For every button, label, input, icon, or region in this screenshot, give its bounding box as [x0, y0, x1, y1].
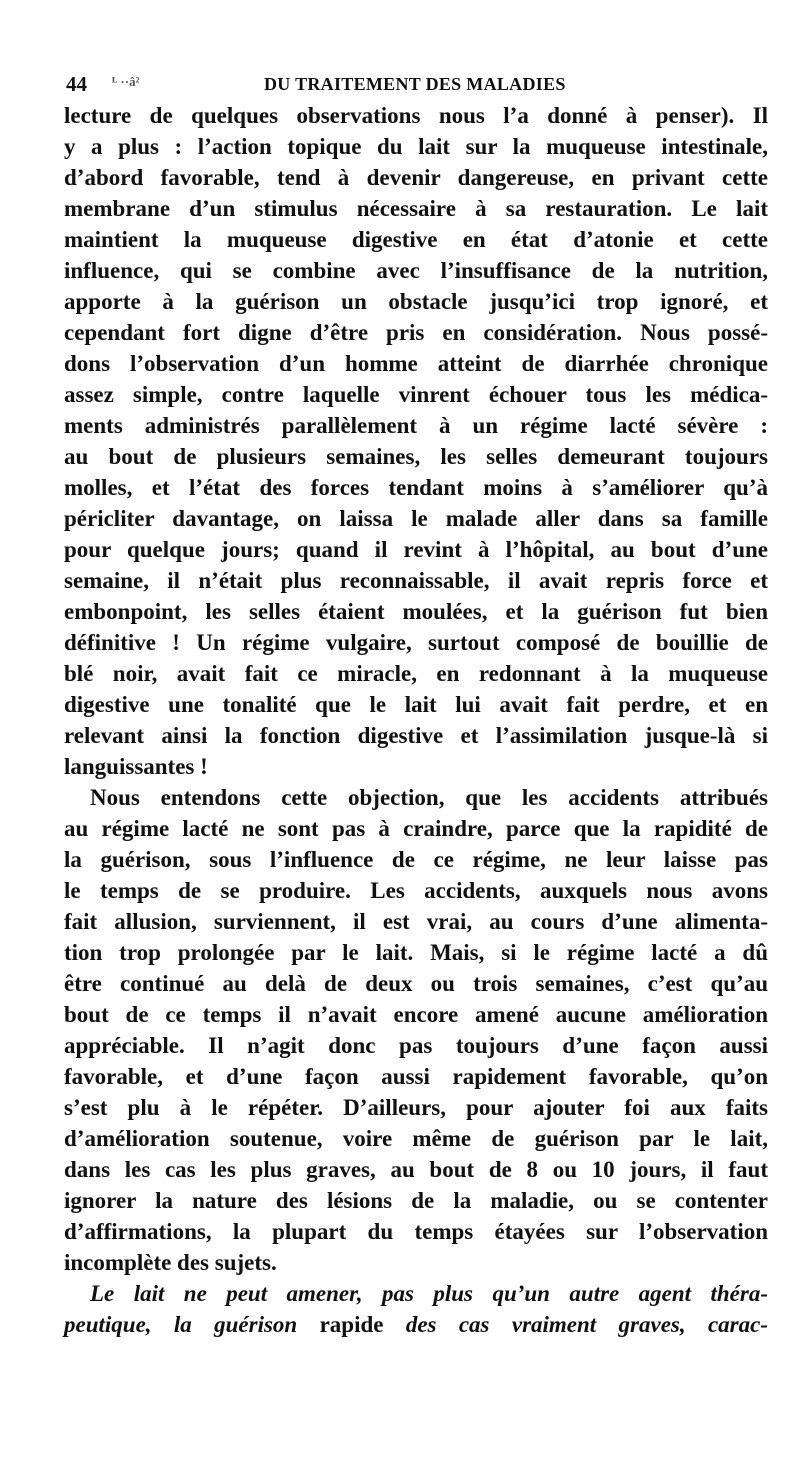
text-line: s’est plu à le répéter. D’ailleurs, pour ajouter foi aux faits: [64, 1095, 768, 1120]
text-line: ments administrés parallèlement à un régime lacté sévère :: [64, 413, 768, 438]
text-line: blé noir, avait fait ce miracle, en redonnant à la muqueuse: [64, 661, 768, 686]
text-line: au régime lacté ne sont pas à craindre, parce que la rapidité de: [64, 816, 768, 841]
italic-paragraph-start-line: [64, 1278, 768, 1309]
text-line: d’amélioration soutenue, voire même de guérison par le lait,: [64, 1126, 768, 1151]
roman-text: rapide: [297, 1312, 406, 1337]
page-number: 44: [66, 72, 87, 96]
text-line: relevant ainsi la fonction digestive et l’assimilation jusque-là si: [64, 723, 768, 748]
paragraph-end-line: incomplète des sujets.: [64, 1250, 277, 1275]
text-line: au bout de plusieurs semaines, les selles demeurant toujours: [64, 444, 768, 469]
text-line: pour quelque jours; quand il revint à l’hôpital, au bout d’une: [64, 537, 768, 562]
text-line: digestive une tonalité que le lait lui avait fait perdre, et en: [64, 692, 768, 717]
text-line: lecture de quelques observations nous l’a donné à penser). Il: [64, 103, 768, 128]
text-line: semaine, il n’était plus reconnaissable, il avait repris force et: [64, 568, 768, 593]
text-line: être continué au delà de deux ou trois semaines, c’est qu’au: [64, 971, 768, 996]
text-line: tion trop prolongée par le lait. Mais, si le régime lacté a dû: [64, 940, 768, 965]
text-line: bout de ce temps il n’avait encore amené aucune amélioration: [64, 1002, 768, 1027]
text-line: d’affirmations, la plupart du temps étayées sur l’observation: [64, 1219, 768, 1244]
text-line: péricliter davantage, on laissa le malade aller dans sa famille: [64, 506, 768, 531]
paragraph-start-line: Nous entendons cette objection, que les accidents attribués: [90, 785, 768, 810]
text-line: dons l’observation d’un homme atteint de diarrhée chronique: [64, 351, 768, 376]
text-line: dans les cas les plus graves, au bout de 8 ou 10 jours, il faut: [64, 1157, 768, 1182]
page-header: [66, 72, 766, 100]
text-line: définitive ! Un régime vulgaire, surtout composé de bouillie de: [64, 630, 768, 655]
text-line: assez simple, contre laquelle vinrent échouer tous les médica-: [64, 382, 768, 407]
body-text: [64, 100, 768, 1340]
text-line: y a plus : l’action topique du lait sur la muqueuse intestinale,: [64, 134, 768, 159]
text-line: ignorer la nature des lésions de la maladie, ou se contenter: [64, 1188, 768, 1213]
text-line: maintient la muqueuse digestive en état d’atonie et cette: [64, 227, 768, 252]
text-line: influence, qui se combine avec l’insuffisance de la nutrition,: [64, 258, 768, 283]
text-line: appréciable. Il n’agit donc pas toujours d’une façon aussi: [64, 1033, 768, 1058]
text-line: embonpoint, les selles étaient moulées, et la guérison fut bien: [64, 599, 768, 624]
mixed-style-line: [64, 1309, 768, 1340]
text-line: la guérison, sous l’influence de ce régime, ne leur laisse pas: [64, 847, 768, 872]
text-line: fait allusion, surviennent, il est vrai, au cours d’une alimenta-: [64, 909, 768, 934]
italic-text: peutique, la guérison: [64, 1312, 298, 1337]
text-line: molles, et l’état des forces tendant moins à s’améliorer qu’à: [64, 475, 768, 500]
text-line: apporte à la guérison un obstacle jusqu’ici trop ignoré, et: [64, 289, 768, 314]
paragraph-end-line: languissantes !: [64, 754, 208, 779]
text-line: le temps de se produire. Les accidents, auxquels nous avons: [64, 878, 768, 903]
text-line: favorable, et d’une façon aussi rapidement favorable, qu’on: [64, 1064, 768, 1089]
italic-text: Le lait ne peut amener, pas plus qu’un autre agent théra-: [90, 1281, 768, 1306]
printer-marks: ᴸ ··â²: [112, 74, 140, 89]
text-line: d’abord favorable, tend à devenir dangereuse, en privant cette: [64, 165, 768, 190]
text-line: cependant fort digne d’être pris en considération. Nous possé-: [64, 320, 768, 345]
running-title: DU TRAITEMENT DES MALADIES: [264, 74, 566, 94]
text-line: membrane d’un stimulus nécessaire à sa restauration. Le lait: [64, 196, 768, 221]
italic-text: des cas vraiment graves, carac-: [405, 1312, 768, 1337]
